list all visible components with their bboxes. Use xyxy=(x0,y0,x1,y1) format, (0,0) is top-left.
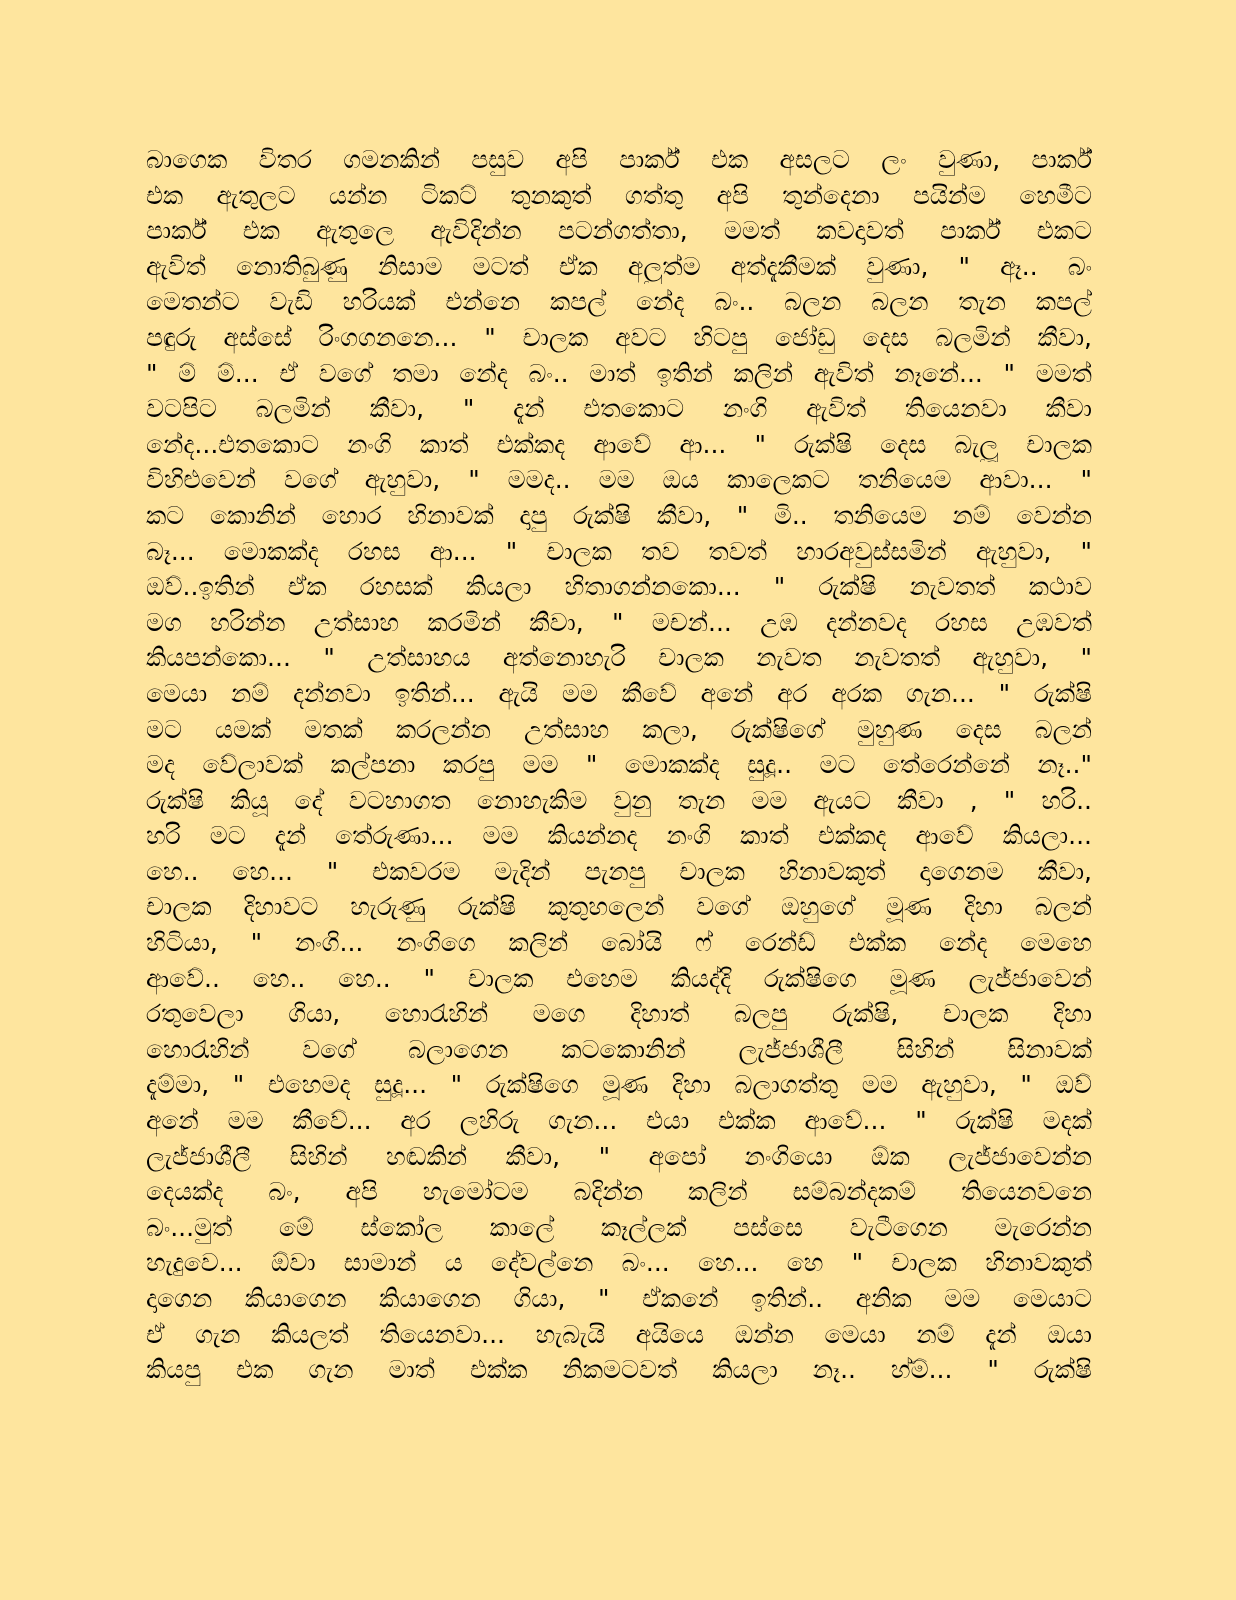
text-line: හෙ.. හෙ... " එකවරම මැදින් පැනපු චාලක හිනාවකුත් දාගෙනම කීවා, xyxy=(146,856,1092,886)
text-line: දාගෙන කියාගෙන කියාගෙන ගියා, " ඒකනේ ඉතින්.. අනික මම මෙයාට xyxy=(146,1284,1092,1313)
text-line: බං...මුත් මේ ස්කෝල කාලේ කෑල්ලක් පස්සෙ වැටීගෙන මැරෙන්න xyxy=(146,1212,1092,1242)
text-line: දෙයක්ද බං, අපි හැමෝටම බදින්න කලින් සම්බන්දකම් තියෙනවනෙ xyxy=(146,1177,1092,1207)
text-line: කියපන්කො... " උත්සාහය අත්නොහැරි චාලක නැවත නැවතත් ඇහුවා, " xyxy=(146,643,1092,673)
text-line: මට යමක් මතක් කරලන්න උත්සාහ කලා, රුක්ෂිගේ මුහුණ දෙස බලන් xyxy=(146,714,1092,744)
text-line: අනේ මම කීවේ... අර ලහිරු ගැන... එයා එක්ක ආවේ... " රුක්ෂි මදක් xyxy=(146,1106,1092,1136)
text-line: හිටියා, " නංගි... නංගිගෙ කලින් බෝයි ෆ් රෙන්ඩ් එක්ක නේද මෙහෙ xyxy=(146,928,1092,958)
text-line: මෙතන්ට වැඩි හරියක් එන්නෙ කපල් නේද බං.. බලන බලන තැන කපල් xyxy=(146,287,1092,317)
text-line: හොරැහින් වගේ බලාගෙන කටකොනින් ලැජ්ජාශීලී සිහින් සිනාවක් xyxy=(146,1034,1092,1064)
text-line: චාලක දිහාවට හැරුණු රුක්ෂි කුතුහලෙන් වගේ ඔහුගේ මූණ දිහා බලන් xyxy=(146,892,1092,922)
text-line: කියපු එක ගැන මාත් එක්ක නිකමටවත් කියලා නෑ.. හ්ම්... " රුක්ෂි xyxy=(146,1355,1092,1385)
text-line: පාර්ක් එක ඇතුලෙ ඇවිදින්න පටන්ගත්තා, මමත් කවදාවත් පාර්ක් එකට xyxy=(146,216,1092,246)
text-line: විහිළුවෙන් වගේ ඇහුවා, " මමද.. මම ඔය කාලෙකට තනියෙම ආවා... " xyxy=(146,465,1092,495)
text-line: රතුවෙලා ගියා, හොරැහින් මගෙ දිහාත් බලපු රුක්ෂි, චාලක දිහා xyxy=(146,999,1092,1029)
text-line: මෙයා නම් දන්නවා ඉතින්... ඇයි මම කීවේ අනේ අර අරක ගැන... " රුක්ෂි xyxy=(146,678,1092,708)
text-line: ආවේ.. හෙ.. හෙ.. " චාලක එහෙම කියද්දි රුක්ෂිගෙ මූණ ලැජ්ජාවෙන් xyxy=(146,963,1092,993)
text-line: කට කොනින් හොර හිනාවක් දාපු රුක්ෂි කීවා, " මි.. තනියෙම නම් වෙන්න xyxy=(146,500,1092,530)
text-line: හරි මට දැන් තේරුණා... මම කියන්නද නංගි කාත් එක්කද ආවේ කියලා... xyxy=(146,821,1092,851)
text-line: හැදුවෙ... ඕවා සාමාන් ය දේවල්නෙ බං... හෙ... හෙ " චාලක හිනාවකුත් xyxy=(146,1248,1092,1278)
text-line: ඇවිත් නොතිබුණු නිසාම මටත් ඒක අලුත්ම අත්දැකීමක් වුණා, " ඈ.. බං xyxy=(146,251,1092,281)
text-line: බෑ... මොකක්ද රහස ආ... " චාලක තව තවත් හාරඅවුස්සමින් ඇහුවා, " xyxy=(146,536,1092,566)
text-line: නේද...එතකොට නංගි කාත් එක්කද ආවේ ආ... " රුක්ෂි දෙස බැලූ චාලක xyxy=(146,429,1092,459)
text-line: " ම් ම්... ඒ වගේ තමා නේද බං.. මාත් ඉතින් කලින් ඇවිත් නෑනේ... " මමත් xyxy=(146,358,1092,388)
text-line: බාගෙක විතර ගමනකින් පසුව අපි පාර්ක් එක අසලට ලං වුණා, පාර්ක් xyxy=(146,145,1092,174)
text-line: ලැජ්ජාශීලී සිහින් හඬකින් කීවා, " අපෝ නංගියො ඕක ලැජ්ජාවෙන්න xyxy=(146,1141,1092,1171)
text-line: වටපිට බලමින් කීවා, " දැන් එතකොට නංගි ඇවිත් තියෙනවා කීවා xyxy=(146,394,1092,424)
text-line: මද වේලාවක් කල්පනා කරපු මම " මොකක්ද සුදූ.. මට තේරෙන්නේ නෑ.." xyxy=(146,750,1092,780)
text-line: එක ඇතුලට යන්න ටිකට් තුනකුත් ගත්තු අපි තුන්දෙනා පයින්ම හෙමීට xyxy=(146,180,1092,210)
text-line: මග හරින්න උත්සාහ කරමින් කීවා, " මචන්... උඹ දන්නවද රහස උඹවත් xyxy=(146,607,1092,637)
story-text-block xyxy=(146,142,1092,1388)
text-line: ඔව්..ඉතින් ඒක රහසක් කියලා හිතාගන්නකො... " රුක්ෂි නැවතත් කථාව xyxy=(146,572,1092,602)
text-line: රුක්ෂි කියූ දේ වටහාගත නොහැකිම වුනු තැන මම ඇයට කීවා , " හරි.. xyxy=(146,785,1092,815)
text-line: ඒ ගැන කියලත් තියෙනවා... හැබැයි අයියෙ ඔන්න මෙයා නම් දැන් ඔයා xyxy=(146,1319,1092,1349)
text-line: දැම්මා, " එහෙමද සුදූ... " රුක්ෂිගෙ මූණ දිහා බලාගත්තු මම ඇහුවා, " ඔව් xyxy=(146,1070,1092,1100)
text-line: පඳුරු අස්සේ රිංගගනනෙ... " චාලක අවට හිටපු ජෝඩු දෙස බලමින් කීවා, xyxy=(146,322,1092,352)
